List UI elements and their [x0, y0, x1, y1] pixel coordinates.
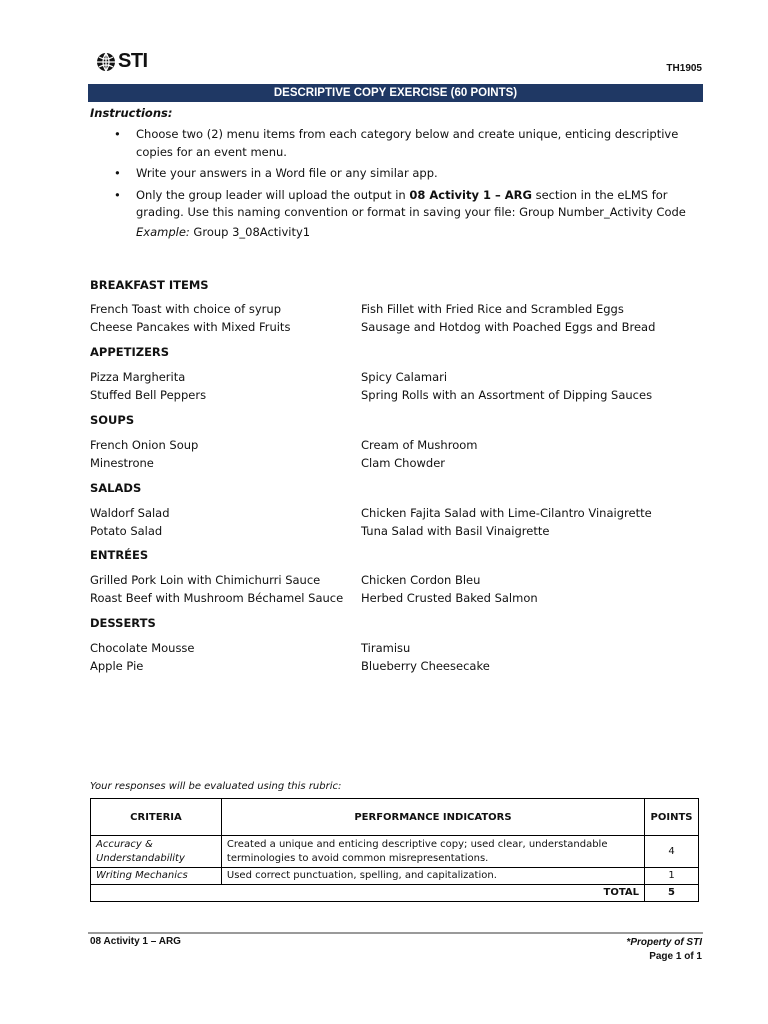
footer-divider	[88, 932, 703, 934]
menu-item: Minestrone	[90, 455, 154, 470]
menu-item: Blueberry Cheesecake	[361, 658, 490, 673]
page-number: Page 1 of 1	[649, 951, 702, 962]
property-notice: *Property of STI	[626, 937, 702, 948]
menu-item: Chicken Fajita Salad with Lime-Cilantro Vinaigrette	[361, 506, 652, 520]
sti-globe-icon	[96, 52, 116, 72]
menu-item: Cheese Pancakes with Mixed Fruits	[90, 319, 291, 334]
footer-info	[626, 936, 702, 964]
rubric-row	[91, 868, 699, 885]
menu-item: Spring Rolls with an Assortment of Dipping Sauces	[361, 387, 653, 402]
points-header: POINTS	[645, 799, 699, 836]
criteria-cell: Writing Mechanics	[91, 868, 222, 885]
points-cell: 1	[645, 868, 699, 885]
menu-item: Clam Chowder	[361, 455, 445, 470]
example-value: Group 3_08Activity1	[189, 224, 311, 239]
salads-right	[361, 505, 652, 540]
category-breakfast: BREAKFAST ITEMS	[90, 278, 209, 292]
indicator-cell: Used correct punctuation, spelling, and capitalization.	[221, 868, 644, 885]
menu-item: Stuffed Bell Peppers	[90, 387, 207, 402]
desserts-right	[361, 640, 490, 675]
category-desserts: DESSERTS	[90, 616, 156, 630]
category-appetizers: APPETIZERS	[90, 345, 170, 359]
activity-name: 08 Activity 1 – ARG	[409, 187, 532, 202]
page-title: DESCRIPTIVE COPY EXERCISE (60 POINTS)	[88, 84, 703, 102]
logo-text: STI	[118, 50, 148, 72]
indicators-header: PERFORMANCE INDICATORS	[221, 799, 644, 836]
entrees-right	[361, 572, 538, 607]
menu-item: Tuna Salad with Basil Vinaigrette	[361, 523, 550, 538]
menu-item: French Toast with choice of syrup	[90, 302, 281, 316]
menu-item: Pizza Margherita	[90, 370, 186, 384]
salads-left	[90, 505, 170, 540]
entrees-left	[90, 572, 343, 607]
menu-item: Herbed Crusted Baked Salmon	[361, 590, 538, 605]
instruction-text: Choose two (2) menu items from each category below and create unique, enticing descriptive copies for an event menu.	[136, 127, 679, 159]
criteria-header: CRITERIA	[91, 799, 222, 836]
menu-item: Spicy Calamari	[361, 370, 448, 384]
breakfast-right	[361, 301, 655, 336]
bullet-dot: •	[114, 187, 121, 202]
menu-item: Potato Salad	[90, 523, 163, 538]
menu-item: Chicken Cordon Bleu	[361, 573, 481, 587]
soups-right	[361, 437, 477, 472]
menu-item: Chocolate Mousse	[90, 641, 195, 655]
menu-item: Fish Fillet with Fried Rice and Scrambled Eggs	[361, 302, 624, 316]
category-soups: SOUPS	[90, 413, 135, 427]
category-entrees: ENTRÉES	[90, 548, 149, 562]
rubric-total-row	[91, 885, 699, 902]
instruction-text: Write your answers in a Word file or any similar app.	[136, 166, 438, 180]
category-salads: SALADS	[90, 481, 142, 495]
menu-item: Sausage and Hotdog with Poached Eggs and Bread	[361, 319, 656, 334]
example-line	[136, 224, 702, 242]
bullet-dot: •	[114, 166, 121, 180]
menu-item: Apple Pie	[90, 658, 144, 673]
breakfast-left	[90, 301, 290, 336]
menu-item: French Onion Soup	[90, 438, 199, 452]
rubric-note: Your responses will be evaluated using this rubric:	[90, 781, 342, 792]
desserts-left	[90, 640, 195, 675]
soups-left	[90, 437, 198, 472]
menu-item: Roast Beef with Mushroom Béchamel Sauce	[90, 590, 344, 605]
menu-item: Cream of Mushroom	[361, 438, 478, 452]
indicator-cell: Created a unique and enticing descriptive copy; used clear, understandable terminologies to avoid common misrepresentations.	[221, 836, 644, 868]
rubric-table	[90, 798, 699, 902]
appetizers-left	[90, 369, 206, 404]
footer-activity-code: 08 Activity 1 – ARG	[90, 936, 181, 947]
menu-item: Tiramisu	[361, 641, 411, 655]
example-label: Example:	[136, 224, 190, 239]
instruction-text-pre: Only the group leader will upload the output in	[136, 187, 410, 202]
rubric-header-row	[91, 799, 699, 836]
points-cell: 4	[645, 836, 699, 868]
bullet-dot: •	[114, 127, 121, 141]
rubric-row	[91, 836, 699, 868]
instruction-item	[112, 165, 702, 183]
appetizers-right	[361, 369, 652, 404]
total-label: TOTAL	[91, 885, 645, 902]
menu-item: Waldorf Salad	[90, 506, 170, 520]
instruction-item	[112, 187, 702, 242]
instructions-label: Instructions:	[90, 106, 173, 120]
sti-logo	[96, 50, 148, 73]
total-points: 5	[645, 885, 699, 902]
instruction-item	[112, 126, 702, 161]
document-code: TH1905	[666, 63, 702, 74]
instructions-list	[112, 126, 702, 245]
criteria-cell: Accuracy & Understandability	[91, 836, 222, 868]
menu-item: Grilled Pork Loin with Chimichurri Sauce	[90, 573, 321, 587]
instruction-text-post: section in the eLMS for grading. Use this naming convention or format in saving your file: Group Number_Activity Code	[136, 187, 686, 219]
